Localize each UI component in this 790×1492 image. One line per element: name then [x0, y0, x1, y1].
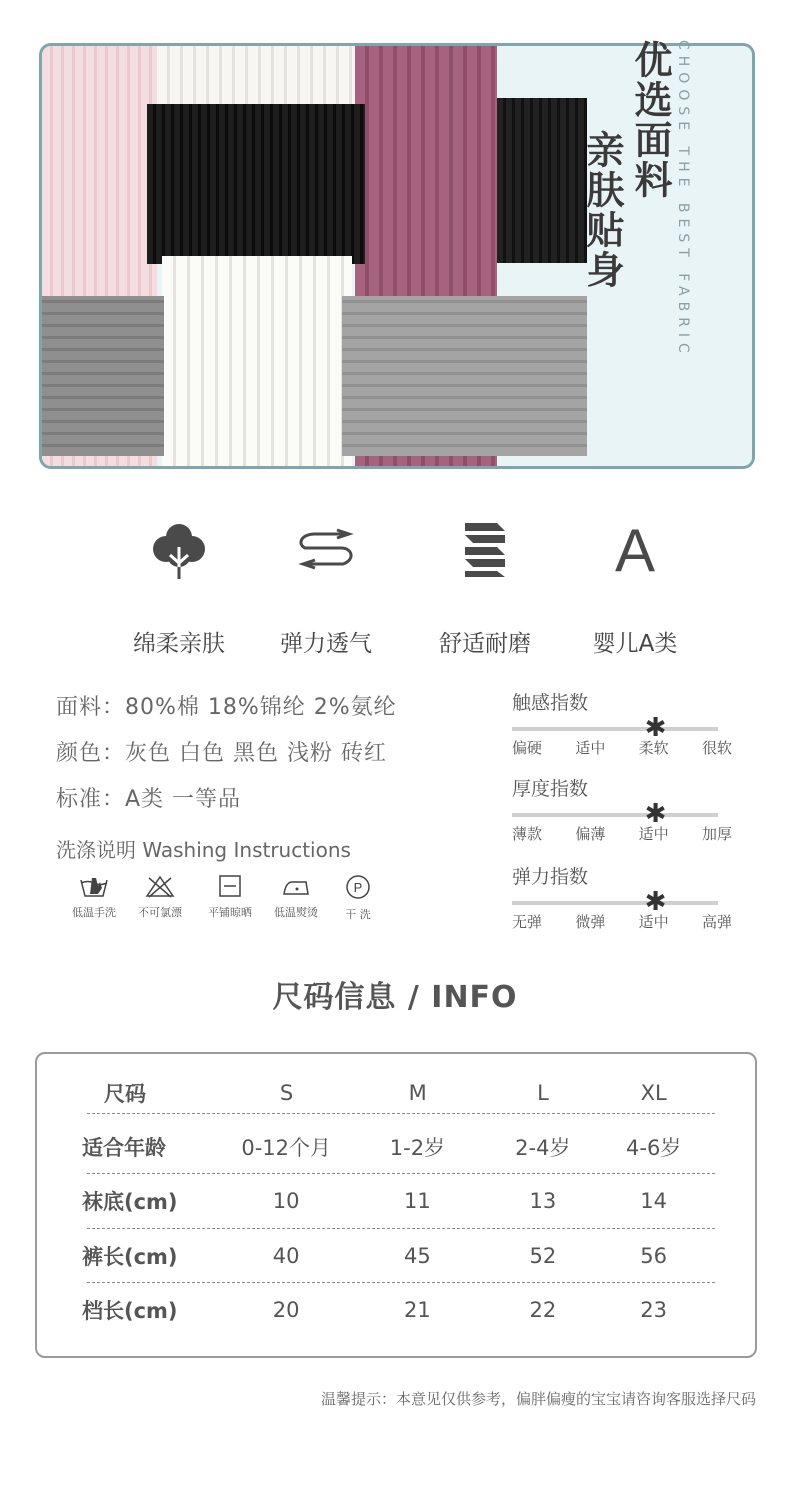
washing-title: 洗涤说明 Washing Instructions	[56, 838, 351, 862]
table-row-label: 档长(cm)	[82, 1299, 178, 1323]
fabric-swatch-grey-right	[342, 296, 587, 456]
scale-title: 触感指数	[512, 692, 589, 714]
table-row	[82, 1229, 712, 1283]
table-row-label: 裤长(cm)	[82, 1245, 178, 1269]
table-header-cell: L	[537, 1081, 549, 1105]
scale-bar	[512, 713, 718, 743]
scale-option: 无弹	[512, 913, 543, 931]
scale-marker-icon: ✱	[644, 799, 667, 829]
table-cell: 45	[404, 1244, 431, 1268]
scale-option: 微弹	[575, 913, 606, 931]
wash-item	[122, 874, 198, 920]
scale-option: 柔软	[638, 739, 669, 757]
table-row-label: 袜底(cm)	[82, 1190, 178, 1214]
table-cell: 1-2岁	[389, 1136, 446, 1160]
hero-subtitle: CHOOSE THE BEST FABRIC	[675, 40, 691, 359]
scale-title: 厚度指数	[512, 778, 589, 800]
feature-soft	[104, 515, 254, 658]
table-cell: 2-4岁	[515, 1136, 571, 1160]
table-row	[82, 1283, 712, 1337]
cotton-icon	[148, 519, 210, 581]
dry-flat-icon	[214, 874, 246, 898]
grade-a-icon: A	[614, 516, 656, 584]
stripes-icon	[461, 521, 509, 579]
scale-option: 薄款	[512, 825, 543, 843]
no-bleach-icon	[144, 874, 176, 898]
table-cell: 11	[404, 1189, 431, 1213]
table-cell: 13	[529, 1189, 557, 1213]
scale-elasticity	[512, 862, 732, 932]
size-info-title: 尺码信息 / INFO	[272, 980, 518, 1015]
svg-text:P: P	[353, 880, 363, 895]
scale-option: 适中	[638, 825, 669, 843]
scale-option: 很软	[701, 739, 732, 757]
scale-marker-icon: ✱	[644, 713, 667, 743]
table-cell: 56	[640, 1244, 668, 1268]
scale-title: 弹力指数	[512, 866, 589, 888]
size-tip: 温馨提示：本意见仅供参考，偏胖偏瘦的宝宝请咨询客服选择尺码	[320, 1390, 756, 1408]
fabric-swatch-black	[147, 104, 365, 264]
table-header-cell: M	[408, 1081, 427, 1105]
spec-standard: 标准：A类 一等品	[56, 787, 242, 812]
hand-wash-icon	[78, 874, 110, 898]
hero-title-line2: 亲肤贴身	[580, 130, 624, 290]
scale-thickness	[512, 774, 732, 844]
table-divider	[87, 1113, 715, 1114]
table-cell: 14	[640, 1189, 668, 1213]
table-header-cell: XL	[640, 1081, 667, 1105]
table-cell: 23	[640, 1298, 668, 1322]
wash-item	[192, 874, 268, 920]
feature-label: 绵柔亲肤	[133, 631, 225, 657]
feature-label: 舒适耐磨	[439, 631, 531, 657]
table-cell: 10	[272, 1189, 300, 1213]
table-header-row	[82, 1066, 712, 1120]
scale-option: 适中	[575, 739, 606, 757]
scale-option: 高弹	[701, 913, 732, 931]
wash-item	[320, 874, 396, 922]
size-table	[35, 1052, 757, 1358]
hero-title-line1: 优选面料	[628, 40, 672, 200]
feature-grade-a	[560, 515, 710, 658]
scale-option: 偏硬	[512, 739, 543, 757]
table-header-cell: 尺码	[104, 1082, 146, 1106]
scale-softness	[512, 688, 732, 758]
table-cell: 22	[529, 1298, 557, 1322]
feature-breathable	[251, 515, 401, 658]
spec-colors: 颜色：灰色 白色 黑色 浅粉 砖红	[56, 741, 387, 766]
scale-bar	[512, 799, 718, 829]
wash-label: 不可氯漂	[138, 906, 182, 919]
scale-bar	[512, 887, 718, 917]
wash-label: 平铺晾晒	[208, 906, 252, 919]
table-cell: 40	[272, 1244, 300, 1268]
fabric-swatch-black-right	[497, 98, 587, 263]
feature-label: 婴儿A类	[592, 631, 678, 657]
feature-label: 弹力透气	[280, 631, 372, 657]
wash-item	[56, 874, 132, 920]
airflow-icon	[291, 524, 361, 576]
scale-marker-icon: ✱	[644, 887, 667, 917]
table-cell: 4-6岁	[626, 1136, 682, 1160]
table-row	[82, 1174, 712, 1228]
low-iron-icon	[280, 874, 312, 898]
table-cell: 52	[529, 1244, 557, 1268]
table-header-cell: S	[279, 1081, 294, 1105]
scale-option: 适中	[638, 913, 669, 931]
wash-label: 低温手洗	[72, 906, 116, 919]
scale-option: 加厚	[701, 825, 732, 843]
table-cell: 20	[272, 1298, 300, 1322]
table-cell: 21	[404, 1298, 431, 1322]
spec-fabric: 面料：80%棉 18%锦纶 2%氨纶	[56, 695, 397, 720]
dry-clean-icon	[342, 874, 374, 900]
table-row	[82, 1120, 712, 1174]
table-cell: 0-12个月	[241, 1136, 331, 1160]
feature-durable	[410, 515, 560, 658]
scale-option: 偏薄	[575, 825, 606, 843]
table-row-label: 适合年龄	[82, 1136, 166, 1160]
fabric-swatch-white	[162, 256, 352, 469]
fabric-swatch-grey-left	[42, 296, 164, 456]
wash-label: 低温熨烫	[274, 906, 318, 919]
wash-label: 干 洗	[345, 908, 371, 921]
